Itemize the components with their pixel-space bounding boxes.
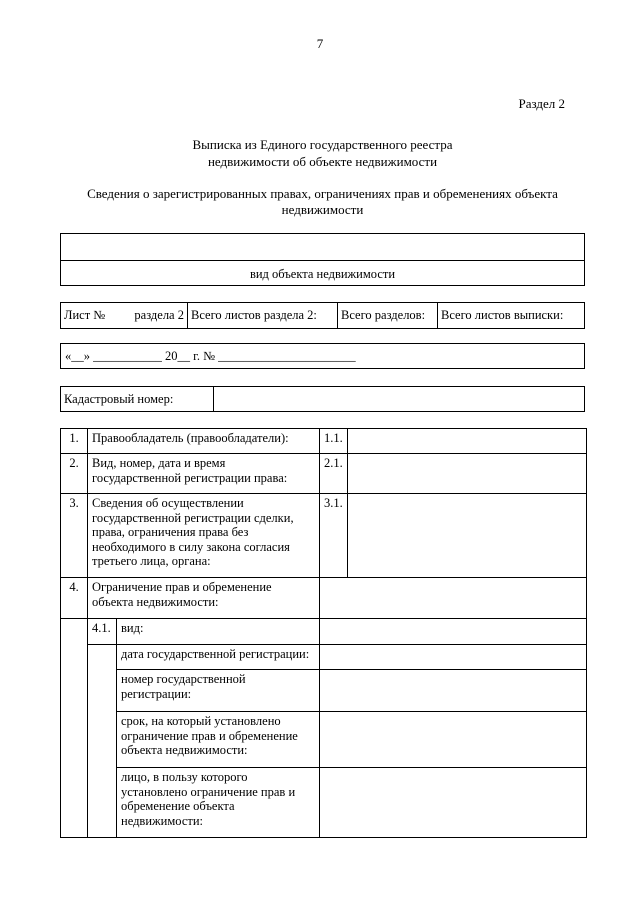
section-label: Раздел 2	[518, 96, 565, 111]
object-type-field	[61, 234, 584, 261]
table-row	[61, 645, 587, 670]
value-cell	[320, 645, 587, 670]
sub-number: 2.1.	[320, 454, 348, 494]
row-label: Правообладатель (правообладатели):	[88, 429, 320, 454]
value-cell	[320, 619, 587, 645]
table-row	[61, 429, 587, 454]
total-sheets-section-cell: Всего листов раздела 2:	[188, 303, 338, 328]
table-row	[61, 578, 587, 619]
table-row	[61, 454, 587, 494]
row-label: дата государственной регистрации:	[117, 645, 320, 670]
value-cell	[348, 454, 587, 494]
rights-table	[60, 428, 587, 838]
row-number: 3.	[61, 494, 88, 578]
value-cell	[320, 578, 587, 619]
value-cell	[320, 670, 587, 712]
title-line-1: Выписка из Единого государственного реестра	[192, 137, 453, 152]
sheet-number-cell	[61, 303, 188, 328]
row-label: номер государственной регистрации:	[117, 670, 320, 712]
total-sections-cell: Всего разделов:	[338, 303, 438, 328]
table-row	[61, 670, 587, 712]
page-number: 7	[316, 36, 324, 51]
cadastral-label: Кадастровый номер:	[61, 387, 214, 411]
document-title	[60, 136, 585, 170]
cadastral-row	[60, 386, 585, 412]
table-row	[61, 768, 587, 838]
row-label: срок, на который установлено ограничение прав и обременение объекта недвижимости:	[117, 712, 320, 768]
value-cell	[348, 429, 587, 454]
subtitle-line-2: недвижимости	[281, 202, 364, 217]
row-number: 1.	[61, 429, 88, 454]
row-label: лицо, в пользу которого установлено ограничение прав и обременение объекта недвижимости:	[117, 768, 320, 838]
sheet-number-label: Лист №	[64, 308, 106, 322]
row-number: 2.	[61, 454, 88, 494]
subtitle-line-1: Сведения о зарегистрированных правах, ограничениях прав и обременениях объекта	[87, 186, 558, 201]
row-label: вид:	[117, 619, 320, 645]
value-cell	[320, 712, 587, 768]
table-row	[61, 619, 587, 645]
sub-number: 1.1.	[320, 429, 348, 454]
sheet-section-label: раздела 2	[134, 308, 184, 322]
object-type-caption: вид объекта недвижимости	[249, 267, 396, 281]
indent-cell	[61, 619, 88, 838]
object-type-box	[60, 233, 585, 286]
table-row	[61, 494, 587, 578]
date-number-row: «__» ___________ 20__ г. № ______________________	[60, 343, 585, 369]
cadastral-value	[214, 387, 584, 411]
row-number: 4.	[61, 578, 88, 619]
value-cell	[348, 494, 587, 578]
indent-cell	[88, 645, 117, 838]
sub-number: 3.1.	[320, 494, 348, 578]
total-sheets-extract-cell: Всего листов выписки:	[441, 308, 564, 322]
sheet-info-row	[60, 302, 585, 329]
row-label: Вид, номер, дата и время государственной регистрации права:	[88, 454, 320, 494]
value-cell	[320, 768, 587, 838]
title-line-2: недвижимости об объекте недвижимости	[207, 154, 438, 169]
row-label: Ограничение прав и обременение объекта недвижимости:	[88, 578, 320, 619]
table-row	[61, 712, 587, 768]
row-label: Сведения об осуществлении государственной регистрации сделки, права, ограничения права без необходимого в силу закона согласия третьего лица, органа:	[88, 494, 320, 578]
document-subtitle	[60, 186, 585, 218]
sub-number: 4.1.	[88, 619, 117, 645]
